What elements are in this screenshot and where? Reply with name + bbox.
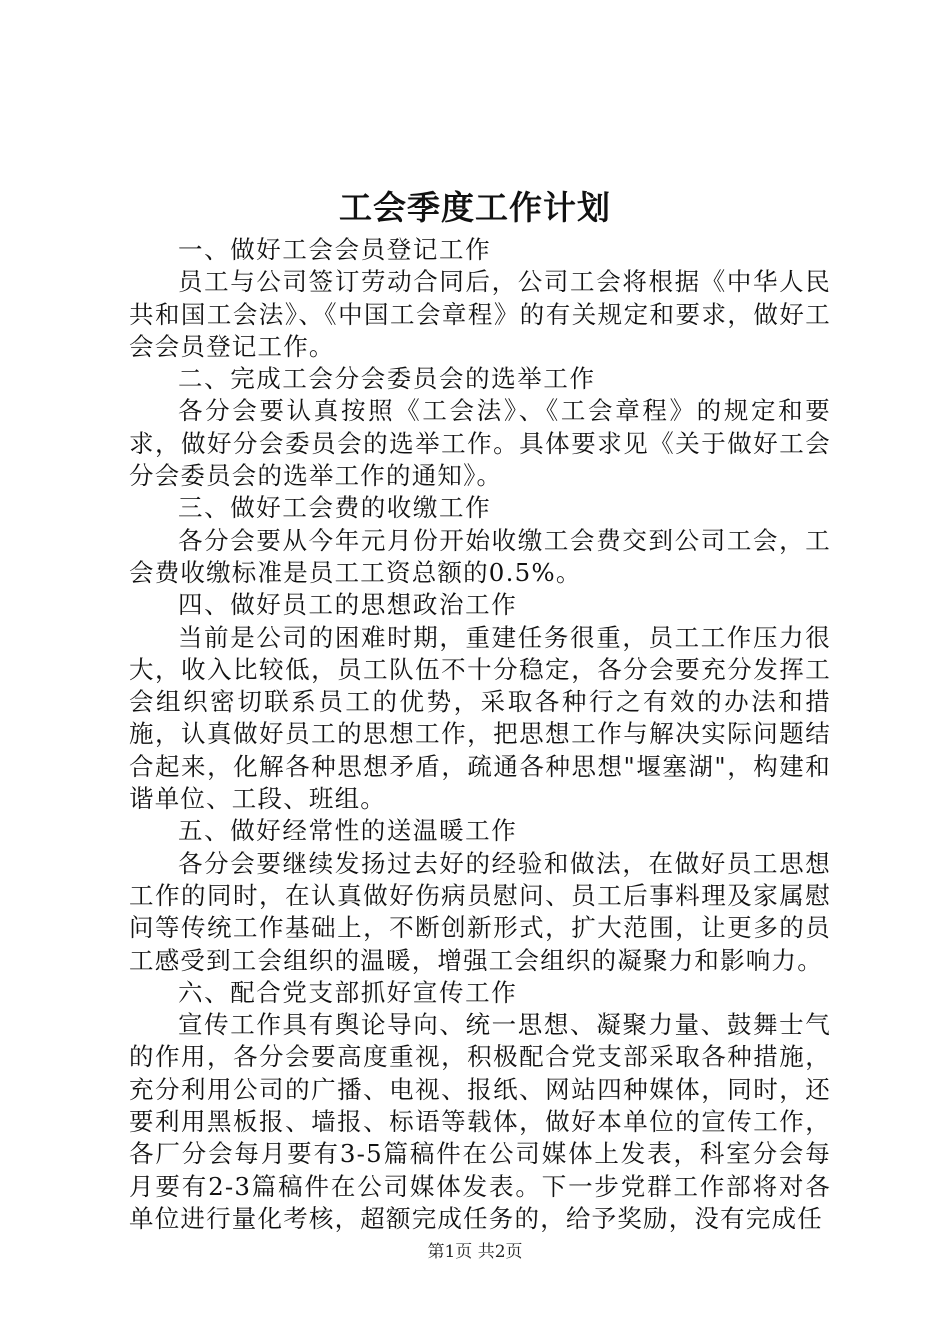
section-paragraph: 宣传工作具有舆论导向、统一思想、凝聚力量、鼓舞士气的作用，各分会要高度重视，积极配合党支部采取各种措施，充分利用公司的广播、电视、报纸、网站四种媒体，同时，还要利用黑板报、墙报、标语等载体，做好本单位的宣传工作，各厂分会每月要有3-5篇稿件在公司媒体上发表，科室分会每月要有2-3篇稿件在公司媒体发表。下一步党群工作部将对各单位进行量化考核，超额完成任务的，给予奖励，没有完成任 [129, 1010, 831, 1233]
section-heading: 一、做好工会会员登记工作 [178, 235, 492, 264]
section-paragraph: 员工与公司签订劳动合同后，公司工会将根据《中华人民共和国工会法》、《中国工会章程》的有关规定和要求，做好工会会员登记工作。 [129, 267, 831, 361]
document-body [129, 234, 831, 1235]
section-heading: 五、做好经常性的送温暖工作 [178, 816, 518, 846]
section-paragraph: 各分会要从今年元月份开始收缴工会费交到公司工会，工会费收缴标准是员工工资总额的0.5%。 [129, 525, 831, 587]
section-heading: 三、做好工会费的收缴工作 [178, 493, 492, 523]
section-paragraph: 各分会要继续发扬过去好的经验和做法，在做好员工思想工作的同时，在认真做好伤病员慰问、员工后事料理及家属慰问等传统工作基础上，不断创新形式，扩大范围，让更多的员工感受到工会组织的温暖，增强工会组织的凝聚力和影响力。 [129, 848, 831, 975]
section-paragraph: 各分会要认真按照《工会法》、《工会章程》的规定和要求，做好分会委员会的选举工作。具体要求见《关于做好工会分会委员会的选举工作的通知》。 [129, 396, 831, 491]
section-heading: 六、配合党支部抓好宣传工作 [178, 977, 518, 1007]
page-number-footer: 第1页 共2页 [427, 1242, 523, 1262]
section-paragraph: 当前是公司的困难时期，重建任务很重，员工工作压力很大，收入比较低，员工队伍不十分稳定，各分会要充分发挥工会组织密切联系员工的优势，采取各种行之有效的办法和措施，认真做好员工的思想工作，把思想工作与解决实际问题结合起来，化解各种思想矛盾，疏通各种思想"堰塞湖"，构建和谐单位、工段、班组。 [129, 622, 831, 814]
document-title: 工会季度工作计划 [339, 188, 611, 227]
section-heading: 四、做好员工的思想政治工作 [178, 590, 518, 620]
section-heading: 二、完成工会分会委员会的选举工作 [178, 364, 596, 394]
